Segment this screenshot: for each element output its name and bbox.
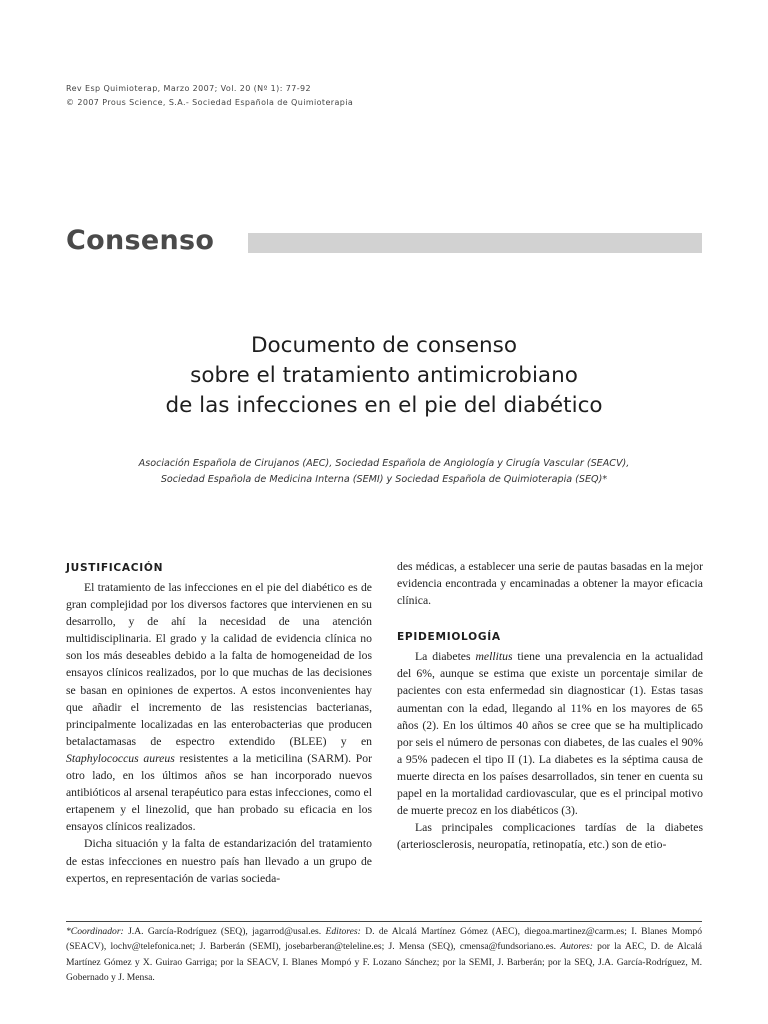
journal-copyright: © 2007 Prous Science, S.A.- Sociedad Española de Quimioterapia bbox=[66, 98, 354, 107]
disease-name: mellitus bbox=[475, 650, 513, 664]
coordinator-label: *Coordinador: bbox=[66, 926, 124, 937]
paragraph-epidemiologia-2: Las principales complicaciones tardías de la diabetes (arteriosclerosis, neuropatía, retinopatía, etc.) son de etio- bbox=[397, 821, 703, 852]
authors-text: por la AEC, D. de Alcalá Martínez Gómez y X. Guirao Garriga; por la SEACV, I. Blanes Mompó y F. Lozano Sánchez; por la SEMI, J. Barberán; por la SEQ, J.A. García-Rodríguez, M. Gobernado y J. Mensa. bbox=[66, 941, 702, 984]
authors-line-2: Sociedad Española de Medicina Interna (SEMI) y Sociedad Española de Quimioterapia (SEQ)* bbox=[160, 474, 608, 485]
paragraph-justificacion-cont: des médicas, a establecer una serie de pautas basadas en la mejor evidencia encontrada y encaminadas a obtener la mayor eficacia clínica. bbox=[397, 560, 703, 608]
heading-epidemiologia: EPIDEMIOLOGÍA bbox=[397, 631, 501, 644]
editors-label: Editores: bbox=[325, 926, 361, 937]
paragraph-justificacion-2: Dicha situación y la falta de estandarización del tratamiento de estas infecciones en nuestro país han llevado a un grupo de expertos, en representación de varias socieda- bbox=[66, 837, 372, 885]
paragraph-justificacion-1 bbox=[66, 579, 372, 835]
editors-text: D. de Alcalá Martínez Gómez (AEC), diegoa.martinez@carm.es; I. Blanes Mompó (SEACV), lochv@telefonica.net; J. Barberán (SEMI), josebarberan@teleline.es; J. Mensa (SEQ), cmensa@fundsoriano.es. bbox=[66, 926, 703, 953]
article-title bbox=[60, 331, 708, 421]
paragraph-text: El tratamiento de las infecciones en el pie del diabético es de gran complejidad por los diversos factores que intervienen en su desarrollo, y de ahí la necesidad de una atención multidisciplinaria. El grado y la calidad de evidencia clínica no son los más deseables debido a la falta de homogeneidad de los ensayos clínicos realizados, por lo que muchas de las decisiones se basan en opiniones de expertos. A estos inconvenientes hay que añadir el incremento de las resistencias bacterianas, principalmente localizadas en las enterobacterias que producen betalactamasas de espectro extendido (BLEE) y en bbox=[66, 581, 372, 748]
heading-justificacion: JUSTIFICACIÓN bbox=[66, 562, 164, 574]
authors-label: Autores: bbox=[560, 941, 593, 953]
footnote-rule bbox=[66, 921, 702, 922]
title-line-1: Documento de consenso bbox=[250, 333, 518, 358]
paragraph-text: resistentes a la meticilina (SARM). Por otro lado, en los últimos años se han incorporado nuevos antibióticos al arsenal terapéutico para estas infecciones, como el ertapenem y el linezolid, que han probado su eficacia en los ensayos clínicos realizados. bbox=[66, 751, 372, 834]
paragraph-text: tiene una prevalencia en la actualidad del 6%, aunque se estima que existe un porcentaje similar de pacientes con esta enfermedad sin diagnosticar (1). Estas tasas aumentan con la edad, llegando al 11% en los mayores de 65 años (2). En los últimos 40 años se cree que se ha multiplicado por seis el número de personas con diabetes, de las cuales el 90% a 95% padecen el tipo II (1). La diabetes es la séptima causa de muerte directa en los países desarrollados, sin tener en cuenta su papel en la mortalidad cardiovascular, que es el principal motivo de muerte precoz en los diabéticos (3). bbox=[397, 650, 703, 818]
paragraph-epidemiologia-1 bbox=[397, 648, 703, 819]
coordinator-text: J.A. García-Rodríguez (SEQ), jagarrod@usal.es. bbox=[123, 926, 326, 937]
left-column bbox=[66, 560, 372, 887]
section-label: Consenso bbox=[66, 225, 215, 256]
species-name: Staphylococcus aureus bbox=[66, 751, 175, 765]
journal-citation: Rev Esp Quimioterap, Marzo 2007; Vol. 20 (Nº 1): 77-92 bbox=[66, 84, 311, 93]
right-column bbox=[397, 558, 703, 853]
title-line-3: de las infecciones en el pie del diabético bbox=[165, 393, 603, 418]
authors-line-1: Asociación Española de Cirujanos (AEC), Sociedad Española de Angiología y Cirugía Vascular (SEACV), bbox=[138, 458, 630, 469]
paragraph-text: La diabetes bbox=[415, 650, 476, 664]
section-bar bbox=[248, 233, 702, 253]
footnote bbox=[66, 924, 702, 986]
article-authors bbox=[60, 456, 708, 488]
title-line-2: sobre el tratamiento antimicrobiano bbox=[190, 363, 578, 388]
